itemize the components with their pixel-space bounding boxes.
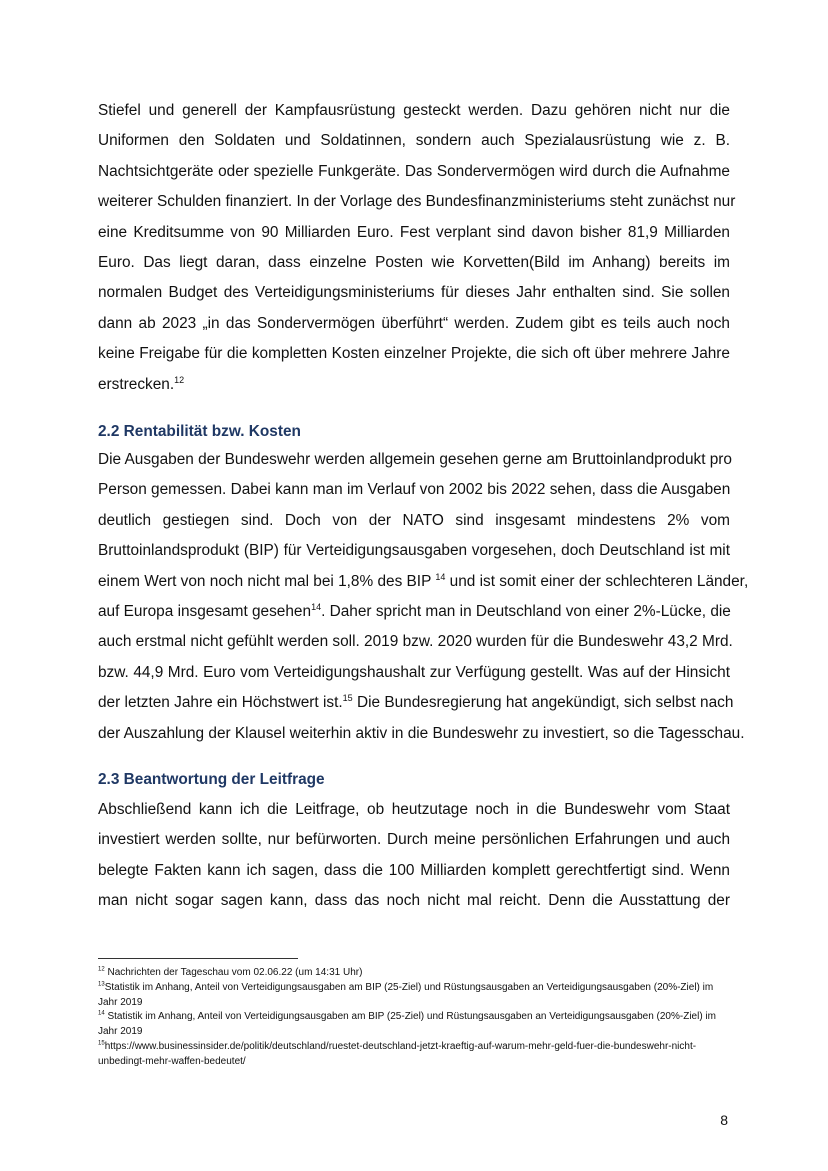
text-line: der Auszahlung der Klausel weiterhin aktiv in die Bundeswehr zu investiert, so die Tagesschau. (98, 724, 745, 742)
text-line (98, 597, 730, 627)
text-fragment: erstrecken. (98, 375, 175, 393)
text-fragment: . Daher spricht man in Deutschland von einer 2%-Lücke, die (321, 603, 731, 621)
paragraph-kosten (98, 445, 749, 749)
footnote (98, 1010, 730, 1040)
text-line: eine Kreditsumme von 90 Milliarden Euro. Fest verplant sind davon bisher 81,9 Milliarden (98, 223, 730, 241)
text-line: normalen Budget des Verteidigungsministeriums für dieses Jahr enthalten sind. Sie sollen (98, 284, 730, 302)
text-line: auch erstmal nicht gefühlt werden soll. 2019 bzw. 2020 wurden für die Bundeswehr 43,2 Mrd. (98, 633, 733, 651)
text-line: Bruttoinlandsprodukt (BIP) für Verteidigungsausgaben vorgesehen, doch Deutschland ist mit (98, 542, 730, 560)
text-line: dann ab 2023 „in das Sondervermögen überführt“ werden. Zudem gibt es teils auch noch (98, 314, 730, 332)
footnote-mark: 15 (98, 1040, 105, 1047)
text-line: Abschließend kann ich die Leitfrage, ob heutzutage noch in die Bundeswehr vom Staat (98, 801, 730, 818)
text-fragment: der letzten Jahre ein Höchstwert ist. (98, 694, 343, 712)
text-fragment: auf Europa insgesamt gesehen (98, 603, 312, 621)
text-fragment: und ist somit einer der schlechteren Länder, (445, 572, 749, 590)
text-line: Euro. Das liegt daran, dass einzelne Posten wie Korvetten(Bild im Anhang) bereits im (98, 254, 730, 272)
footnote-ref[interactable]: 14 (435, 571, 446, 582)
section-heading-2-3: 2.3 Beantwortung der Leitfrage (98, 771, 325, 788)
text-fragment: Die Bundesregierung hat angekündigt, sich selbst nach (352, 694, 734, 712)
footnote (98, 981, 730, 1011)
text-line: man nicht sogar sagen kann, dass das noch nicht mal reicht. Denn die Ausstattung der (98, 892, 730, 910)
section-heading-2-2: 2.2 Rentabilität bzw. Kosten (98, 423, 301, 440)
footnote (98, 966, 730, 981)
text-line: Die Ausgaben der Bundeswehr werden allgemein gesehen gerne am Bruttoinlandprodukt pro (98, 451, 732, 468)
text-line: investiert werden sollte, nur befürworten. Durch meine persönlichen Erfahrungen und auch (98, 831, 730, 849)
text-line (98, 567, 749, 597)
text-line: Uniformen den Soldaten und Soldatinnen, sondern auch Spezialausrüstung wie z. B. (98, 132, 730, 150)
text-line (98, 688, 734, 718)
footnote-ref[interactable]: 15 (342, 693, 353, 704)
footnote-divider (98, 958, 298, 959)
text-line: Person gemessen. Dabei kann man im Verlauf von 2002 bis 2022 sehen, dass die Ausgaben (98, 481, 731, 499)
footnote-link[interactable]: https://www.businessinsider.de/politik/deutschland/ruestet-deutschland-jetzt-kraeftig-auf-warum-mehr-geld-fuer-die-bundeswehr-nicht-unbedingt-mehr-waffen-bedeutet/ (98, 1040, 697, 1067)
paragraph-sondervermoegen (98, 96, 736, 400)
footnote-mark: 12 (98, 966, 105, 973)
footnote-mark: 14 (98, 1011, 105, 1018)
footnote-mark: 13 (98, 981, 105, 988)
paragraph-leitfrage (98, 795, 730, 917)
text-line: bzw. 44,9 Mrd. Euro vom Verteidigungshaushalt zur Verfügung gestellt. Was auf der Hinsicht (98, 663, 730, 681)
footnotes (98, 966, 730, 1070)
text-fragment: einem Wert von noch nicht mal bei 1,8% des BIP (98, 572, 436, 590)
page-number: 8 (720, 1112, 728, 1128)
footnote (98, 1040, 730, 1070)
footnote-text: Statistik im Anhang, Anteil von Verteidigungsausgaben am BIP (25-Ziel) und Rüstungsausgaben an Verteidigungsausgaben (20%-Ziel) im Jahr 2019 (98, 1011, 716, 1038)
text-line: deutlich gestiegen sind. Doch von der NATO sind insgesamt mindestens 2% vom (98, 511, 730, 529)
text-line (98, 370, 730, 400)
text-line: Nachtsichtgeräte oder spezielle Funkgeräte. Das Sondervermögen wird durch die Aufnahme (98, 162, 730, 180)
footnote-text: Nachrichten der Tageschau vom 02.06.22 (um 14:31 Uhr) (104, 967, 363, 978)
text-line: belegte Fakten kann ich sagen, dass die 100 Milliarden komplett gerechtfertigt sind. Wenn (98, 861, 730, 879)
footnote-ref[interactable]: 14 (311, 601, 322, 612)
text-line: Stiefel und generell der Kampfausrüstung gesteckt werden. Dazu gehören nicht nur die (98, 102, 730, 119)
footnote-ref[interactable]: 12 (174, 374, 185, 385)
text-line: keine Freigabe für die kompletten Kosten einzelner Projekte, die sich oft über mehrere Jahre (98, 345, 730, 363)
text-line: weiterer Schulden finanziert. In der Vorlage des Bundesfinanzministeriums steht zunächst nur (98, 193, 736, 211)
footnote-text: Statistik im Anhang, Anteil von Verteidigungsausgaben am BIP (25-Ziel) und Rüstungsausgaben an Verteidigungsausgaben (20%-Ziel) im Jahr 2019 (98, 981, 714, 1008)
